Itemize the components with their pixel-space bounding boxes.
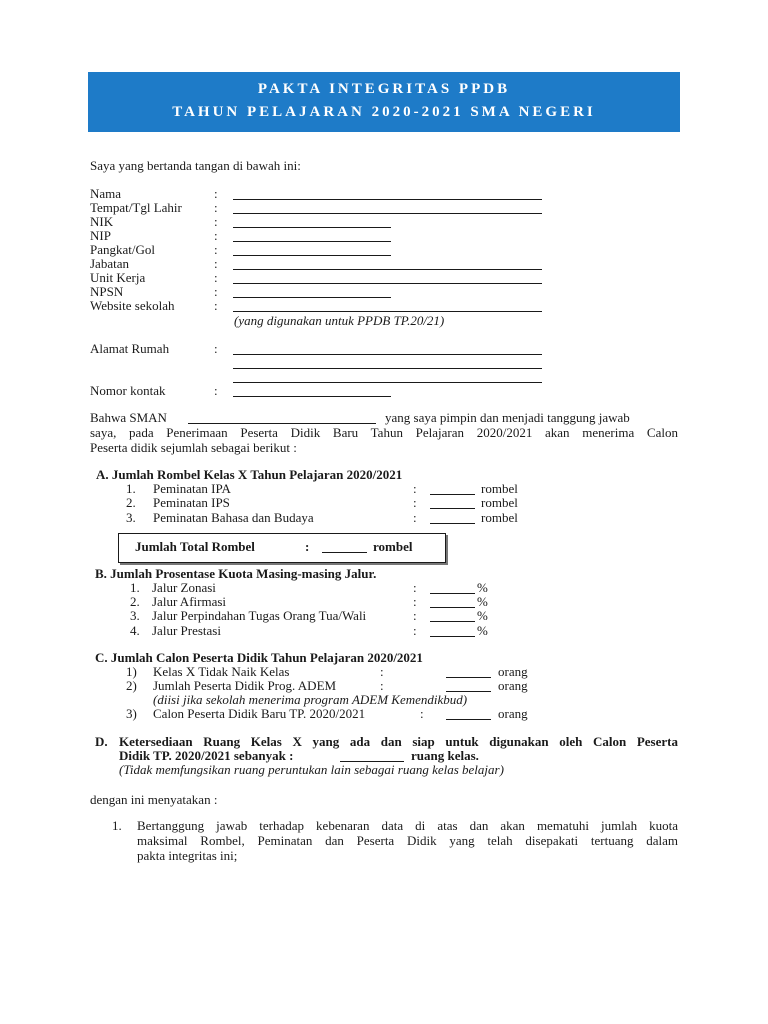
section-c-item-label: Jumlah Peserta Didik Prog. ADEM <box>153 678 337 693</box>
field-line-alamat-2[interactable] <box>233 368 542 369</box>
section-b-item-label: Jalur Afirmasi <box>152 594 227 609</box>
field-line-kuota-perpindahan[interactable] <box>430 621 475 622</box>
section-b-item-unit: % <box>477 623 488 638</box>
field-colon: : <box>214 242 218 257</box>
section-a-item-label: Peminatan IPA <box>153 481 231 496</box>
statement-line1-start: Bahwa SMAN <box>90 410 167 425</box>
field-line-kontak[interactable] <box>233 396 391 397</box>
section-b-item-label: Jalur Prestasi <box>152 623 221 638</box>
section-a-item-unit: rombel <box>481 495 518 510</box>
field-colon: : <box>214 214 218 229</box>
field-colon: : <box>380 678 384 693</box>
field-label-npsn: NPSN <box>90 284 124 299</box>
field-colon: : <box>214 284 218 299</box>
field-label-nip: NIP <box>90 228 111 243</box>
statement-line1-end: yang saya pimpin dan menjadi tanggung jawab <box>385 410 630 425</box>
field-colon: : <box>413 594 417 609</box>
field-label-unit-kerja: Unit Kerja <box>90 270 146 285</box>
field-colon: : <box>214 200 218 215</box>
adem-note: (diisi jika sekolah menerima program ADEM Kemendikbud) <box>153 692 468 707</box>
field-label-jabatan: Jabatan <box>90 256 129 271</box>
field-line-kuota-afirmasi[interactable] <box>430 607 475 608</box>
section-c-item-label: Calon Peserta Didik Baru TP. 2020/2021 <box>153 706 366 721</box>
declaration-item-line1: Bertanggung jawab terhadap kebenaran data di atas dan akan mematuhi jumlah kuota <box>137 818 678 833</box>
section-b-item-num: 4. <box>130 623 140 638</box>
field-line-ttl[interactable] <box>233 213 542 214</box>
section-b-item-label: Jalur Zonasi <box>152 580 216 595</box>
section-b-item-unit: % <box>477 608 488 623</box>
section-d-label: D. <box>95 734 108 749</box>
field-colon: : <box>413 481 417 496</box>
field-label-website: Website sekolah <box>90 298 175 313</box>
field-colon: : <box>413 623 417 638</box>
section-b-item-num: 2. <box>130 594 140 609</box>
section-c-item-num: 2) <box>126 678 137 693</box>
field-line-npsn[interactable] <box>233 297 391 298</box>
field-line-pangkat[interactable] <box>233 255 391 256</box>
header-banner <box>88 72 680 132</box>
field-line-tidak-naik-kelas[interactable] <box>446 677 491 678</box>
section-a-title: A. Jumlah Rombel Kelas X Tahun Pelajaran 2020/2021 <box>96 467 403 482</box>
field-line-nip[interactable] <box>233 241 391 242</box>
field-label-nik: NIK <box>90 214 114 229</box>
field-line-rombel-bahasa[interactable] <box>430 523 475 524</box>
field-colon: : <box>413 608 417 623</box>
field-line-calon-baru[interactable] <box>446 719 491 720</box>
section-b-item-num: 3. <box>130 608 140 623</box>
field-colon: : <box>214 298 218 313</box>
declaration-item-line2: maksimal Rombel, Peminatan dan Peserta Didik yang telah disepakati tertuang dalam <box>137 833 678 848</box>
section-b-item-num: 1. <box>130 580 140 595</box>
declaration-item-num: 1. <box>112 818 122 833</box>
field-line-total-rombel[interactable] <box>322 552 367 553</box>
section-c-item-label: Kelas X Tidak Naik Kelas <box>153 664 290 679</box>
field-label-kontak: Nomor kontak <box>90 383 166 398</box>
section-d-line2-end: ruang kelas. <box>411 748 479 763</box>
declaration-item-line3: pakta integritas ini; <box>137 848 238 863</box>
field-colon: : <box>214 256 218 271</box>
field-label-ttl: Tempat/Tgl Lahir <box>90 200 182 215</box>
section-a-item-num: 3. <box>126 510 136 525</box>
field-line-nama[interactable] <box>233 199 542 200</box>
section-d-line2-start: Didik TP. 2020/2021 sebanyak : <box>119 748 294 763</box>
field-colon: : <box>420 706 424 721</box>
section-c-title: C. Jumlah Calon Peserta Didik Tahun Pelajaran 2020/2021 <box>95 650 423 665</box>
website-note: (yang digunakan untuk PPDB TP.20/21) <box>234 313 445 328</box>
section-b-title: B. Jumlah Prosentase Kuota Masing-masing Jalur. <box>95 566 377 581</box>
section-a-item-num: 2. <box>126 495 136 510</box>
field-colon: : <box>214 228 218 243</box>
field-colon: : <box>305 539 310 554</box>
field-line-rombel-ipa[interactable] <box>430 494 475 495</box>
section-c-item-num: 3) <box>126 706 137 721</box>
section-c-item-num: 1) <box>126 664 137 679</box>
section-a-item-unit: rombel <box>481 481 518 496</box>
field-line-unit-kerja[interactable] <box>233 283 542 284</box>
intro-text: Saya yang bertanda tangan di bawah ini: <box>90 158 301 173</box>
section-d-line1: Ketersediaan Ruang Kelas X yang ada dan siap untuk digunakan oleh Calon Peserta <box>119 734 678 749</box>
total-rombel-unit: rombel <box>373 539 413 554</box>
field-line-alamat-1[interactable] <box>233 354 542 355</box>
section-a-item-num: 1. <box>126 481 136 496</box>
field-colon: : <box>413 580 417 595</box>
section-a-item-unit: rombel <box>481 510 518 525</box>
field-line-sman[interactable] <box>188 423 376 424</box>
field-colon: : <box>413 510 417 525</box>
section-c-item-unit: orang <box>498 664 528 679</box>
field-colon: : <box>214 341 218 356</box>
field-line-kuota-prestasi[interactable] <box>430 636 475 637</box>
section-b-item-label: Jalur Perpindahan Tugas Orang Tua/Wali <box>152 608 367 623</box>
field-label-nama: Nama <box>90 186 122 201</box>
field-line-alamat-3[interactable] <box>233 382 542 383</box>
field-line-website[interactable] <box>233 311 542 312</box>
field-line-kuota-zonasi[interactable] <box>430 593 475 594</box>
field-line-rombel-ips[interactable] <box>430 508 475 509</box>
section-a-item-label: Peminatan Bahasa dan Budaya <box>153 510 314 525</box>
field-line-nik[interactable] <box>233 227 391 228</box>
field-label-pangkat: Pangkat/Gol <box>90 242 155 257</box>
total-rombel-label: Jumlah Total Rombel <box>135 539 255 554</box>
section-d-note: (Tidak memfungsikan ruang peruntukan lain sebagai ruang kelas belajar) <box>119 762 504 777</box>
section-b-item-unit: % <box>477 580 488 595</box>
section-a-item-label: Peminatan IPS <box>153 495 230 510</box>
field-colon: : <box>413 495 417 510</box>
field-colon: : <box>214 270 218 285</box>
field-colon: : <box>214 383 218 398</box>
field-colon: : <box>380 664 384 679</box>
section-c-item-unit: orang <box>498 678 528 693</box>
declaration-intro: dengan ini menyatakan : <box>90 792 218 807</box>
header-title-line1: PAKTA INTEGRITAS PPDB <box>257 81 511 97</box>
field-colon: : <box>214 186 218 201</box>
field-label-alamat: Alamat Rumah <box>90 341 170 356</box>
header-title-line2: TAHUN PELAJARAN 2020-2021 SMA NEGERI <box>172 104 596 120</box>
field-line-jabatan[interactable] <box>233 269 542 270</box>
section-b-item-unit: % <box>477 594 488 609</box>
section-c-item-unit: orang <box>498 706 528 721</box>
statement-line3: Peserta didik sejumlah sebagai berikut : <box>90 440 297 455</box>
statement-line2: saya, pada Penerimaan Peserta Didik Baru Tahun Pelajaran 2020/2021 akan menerima Calon <box>90 425 678 440</box>
